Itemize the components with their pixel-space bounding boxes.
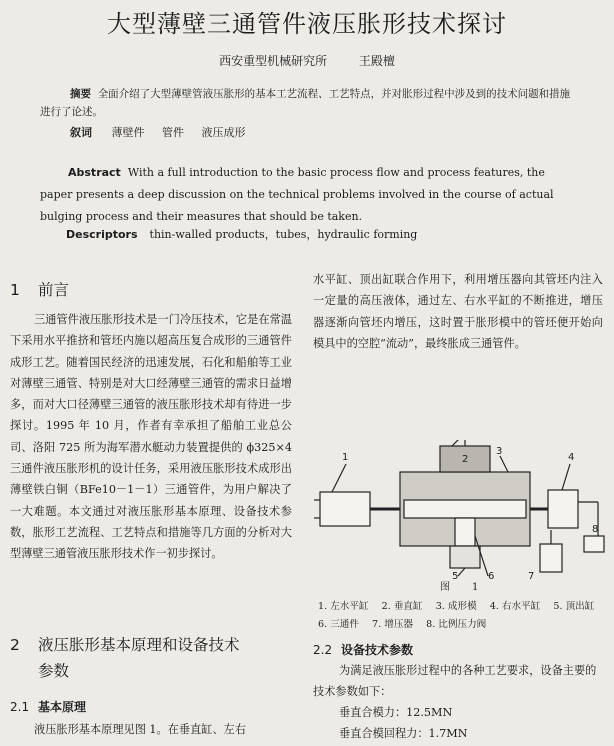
author: 王殿檀 (358, 54, 395, 68)
section-2-2-number: 2.2 (313, 643, 333, 657)
keywords-en (66, 226, 417, 242)
callout-1: 1 (342, 452, 349, 463)
keywords-cn (70, 124, 260, 140)
paper-title: 大型薄壁三通管件液压胀形技术探讨 (107, 10, 507, 38)
legend-item: 7. 增压器 (372, 619, 414, 630)
left-horizontal-cylinder (320, 492, 370, 526)
abstract-cn-label: 摘要 (70, 88, 91, 100)
section-1-paragraph: 三通管件液压胀形技术是一门冷压技术，它是在常温下采用水平推挤和管坯内施以超高压复合成形的三通管件成形工艺。随着国民经济的迅速发展，石化和船舶等工业对薄壁三通管、特别是对大口经薄壁三通管的需求日益增多，而对大口径薄壁三通管的液压胀形技术却有待进一步探讨。1995 年 10 月，作者有幸承担了船舶工业总公司、洛阳 725 所为海军潜水艇动力装置提供的 ϕ325×4 三通件液压胀形机的设计任务，采用液压胀形技术成形出薄壁铁白铜（BFe10－1－1）三通管件，为用户解决了一大难题。本文通过对液压胀形基本原理、设备技术参数，胀形工艺流程、工艺特点和措施等几方面的分析对大型薄壁三通管液压胀形技术作一初步探讨。 (10, 313, 292, 561)
section-2-2-title: 设备技术参数 (341, 643, 414, 657)
callout-7: 7 (528, 571, 535, 580)
keyword-cn-item: 管件 (162, 126, 184, 139)
section-2-title-line1: 液压胀形基本原理和设备技术 (38, 636, 240, 654)
callout-5: 5 (452, 571, 459, 580)
callout-6: 6 (488, 571, 495, 580)
figure-1-caption: 图 1 (440, 582, 485, 593)
abstract-en-label: Abstract (68, 166, 121, 179)
section-2-1-text: 液压胀形基本原理见图 1。在垂直缸、左右 (34, 723, 247, 736)
right-horizontal-cylinder (548, 490, 578, 528)
section-1-title: 前言 (38, 281, 70, 299)
affiliation: 西安重型机械研究所 (219, 54, 328, 68)
legend-item: 2. 垂直缸 (381, 601, 423, 612)
section-2-title-line2: 参数 (38, 662, 70, 680)
legend-item: 1. 左水平缸 (318, 601, 369, 612)
keyword-cn-item: 薄壁件 (111, 126, 145, 139)
figure-1-legend (318, 598, 608, 634)
proportional-valve (584, 536, 604, 552)
right-column-paragraph: 水平缸、顶出缸联合作用下，利用增压器向其管坯内注入一定量的高压液体，通过左、右水平缸的不断推进，增压器逐渐向管坯内增压，这时置于胀形模中的管坯便开始向模具中的空腔“流动”，最终胀成三通管件。 (313, 273, 603, 350)
legend-item: 6. 三通件 (318, 619, 359, 630)
callout-4: 4 (568, 452, 575, 463)
callout-8: 8 (592, 524, 599, 535)
section-2-heading (10, 632, 240, 684)
keyword-cn-item: 液压成形 (201, 126, 246, 139)
keywords-en-text: thin-walled products，tubes，hydraulic forming (149, 228, 418, 241)
section-1-heading (10, 278, 69, 300)
intensifier (540, 544, 562, 572)
section-2-1-heading (10, 698, 86, 715)
param-item: 垂直合模回程力：1.7MN (339, 727, 468, 740)
section-1-number: 1 (10, 281, 20, 299)
callout-3: 3 (496, 446, 503, 457)
legend-item: 3. 成形模 (435, 601, 477, 612)
byline (0, 52, 614, 69)
section-2-2-intro: 为满足液压胀形过程中的各种工艺要求，设备主要的技术参数如下： (313, 664, 597, 698)
legend-item: 5. 顶出缸 (553, 601, 595, 612)
legend-item: 4. 右水平缸 (489, 601, 541, 612)
keywords-cn-label: 叙词 (70, 126, 92, 139)
abstract-en (40, 162, 580, 228)
section-2-1-number: 2.1 (10, 700, 30, 714)
section-2-number: 2 (10, 636, 20, 654)
callout-2: 2 (462, 454, 469, 465)
section-2-1-title: 基本原理 (38, 700, 87, 714)
section-2-2-params (339, 702, 468, 744)
abstract-cn (40, 85, 572, 121)
section-2-2-heading (313, 641, 413, 658)
legend-item: 8. 比例压力阀 (426, 619, 487, 630)
param-item: 垂直合模力：12.5MN (339, 706, 453, 719)
tee-part (455, 518, 475, 546)
figure-1-schematic (312, 440, 608, 580)
keywords-en-label: Descriptors (66, 228, 138, 241)
abstract-cn-text: 全面介绍了大型薄壁管液压胀形的基本工艺流程、工艺特点，并对胀形过程中涉及到的技术问题和措施进行了论述。 (40, 88, 571, 118)
ejector-cylinder (450, 546, 480, 568)
abstract-en-text: With a full introduction to the basic process flow and process features, the paper presents a deep discussion on the technical problems involved in the course of actual bulging process and their measures that should be taken. (40, 166, 554, 223)
